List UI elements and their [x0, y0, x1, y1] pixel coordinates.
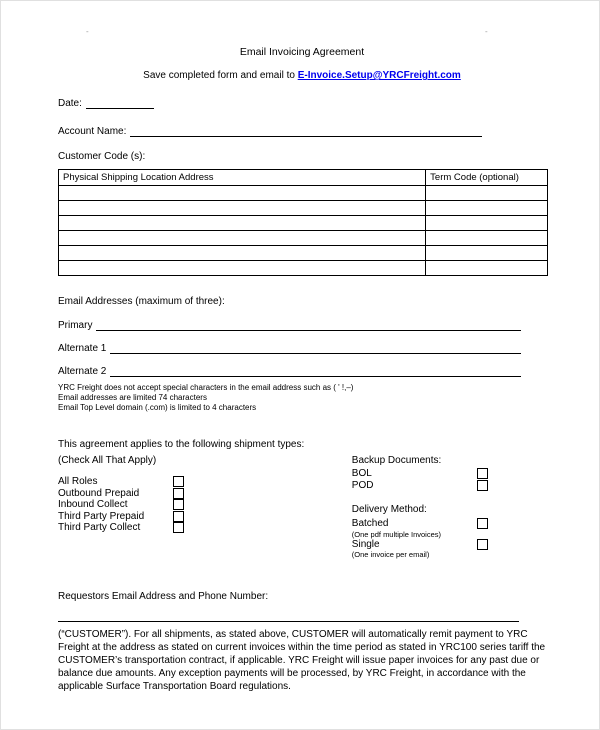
backup-delivery-column	[352, 455, 546, 559]
third-party-prepaid-checkbox[interactable]	[173, 511, 184, 522]
address-cell[interactable]	[59, 186, 426, 201]
alternate2-email-input-line[interactable]	[110, 365, 521, 377]
third-party-collect-checkbox[interactable]	[173, 522, 184, 533]
date-label: Date:	[58, 98, 82, 109]
table-row	[59, 186, 548, 201]
date-field-row	[58, 97, 546, 109]
term-code-cell[interactable]	[426, 261, 548, 276]
page-title: Email Invoicing Agreement	[239, 46, 365, 58]
batched-checkbox[interactable]	[477, 518, 488, 529]
option-label: Single	[351, 538, 380, 550]
address-cell[interactable]	[59, 261, 426, 276]
single-checkbox[interactable]	[477, 539, 488, 550]
option-bol	[352, 468, 488, 480]
bol-checkbox[interactable]	[477, 468, 488, 479]
primary-email-input-line[interactable]	[96, 319, 521, 331]
alternate2-email-row	[58, 365, 521, 377]
option-third-party-prepaid	[58, 511, 184, 523]
account-name-input-line[interactable]	[130, 125, 482, 137]
subtitle	[58, 70, 546, 81]
term-code-cell[interactable]	[426, 216, 548, 231]
table-row	[59, 216, 548, 231]
option-label: Third Party Prepaid	[58, 510, 145, 522]
outbound-prepaid-checkbox[interactable]	[173, 488, 184, 499]
option-label: All Roles	[58, 476, 98, 488]
alternate2-email-label: Alternate 2	[58, 366, 107, 377]
email-addresses-heading: Email Addresses (maximum of three):	[58, 296, 225, 307]
requestor-contact-input-line[interactable]	[58, 602, 519, 622]
shipping-location-table	[58, 169, 548, 276]
option-label: Outbound Prepaid	[58, 487, 140, 499]
checkbox-section	[58, 455, 546, 559]
batched-note: (One pdf multiple Invoices)	[351, 529, 442, 539]
shipment-types-heading: This agreement applies to the following shipment types:	[58, 439, 305, 450]
table-row	[59, 246, 548, 261]
email-rules-notes	[58, 383, 546, 413]
scan-artifact-mark: -	[485, 27, 488, 36]
table-header-row	[59, 170, 548, 186]
table-row	[59, 261, 548, 276]
date-input-line[interactable]	[86, 97, 154, 109]
term-code-cell[interactable]	[426, 231, 548, 246]
option-label: Third Party Collect	[58, 522, 141, 534]
option-label: Batched	[351, 518, 389, 530]
email-rule-note: Email addresses are limited 74 characters	[58, 393, 207, 402]
option-all-roles	[58, 476, 184, 488]
option-pod	[352, 480, 488, 492]
delivery-method-heading: Delivery Method:	[351, 504, 427, 515]
account-name-field-row	[58, 125, 546, 137]
requestor-contact-label: Requestors Email Address and Phone Number:	[58, 591, 269, 602]
email-rule-note: YRC Freight does not accept special characters in the email address such as ( ' !,–)	[58, 383, 354, 392]
option-label: POD	[351, 479, 374, 491]
address-cell[interactable]	[59, 216, 426, 231]
address-cell[interactable]	[59, 231, 426, 246]
option-third-party-collect	[58, 522, 184, 534]
inbound-collect-checkbox[interactable]	[173, 499, 184, 510]
email-rule-note: Email Top Level domain (.com) is limited to 4 characters	[58, 403, 257, 412]
option-label: Inbound Collect	[58, 499, 128, 511]
option-batched	[352, 518, 488, 530]
account-name-label: Account Name:	[58, 126, 127, 137]
subtitle-text: Save completed form and email to	[143, 70, 298, 81]
backup-documents-heading: Backup Documents:	[351, 455, 442, 466]
legal-paragraph: (“CUSTOMER”). For all shipments, as stated above, CUSTOMER will automatically remit payment to YRC Freight at the address as stated on current invoices within the time period as stated in YRC100 series tariff the CUSTOMER’s transportation contract, if applicable. YRC Freight will issue paper invoices for any past due or balance due amounts. Any exception payments will be processed, by YRC Freight, in accordance with the applicable Surface Transportation Board regulations.	[58, 629, 546, 692]
table-row	[59, 201, 548, 216]
all-roles-checkbox[interactable]	[173, 476, 184, 487]
alternate1-email-input-line[interactable]	[110, 342, 521, 354]
address-cell[interactable]	[59, 246, 426, 261]
option-label: BOL	[351, 468, 372, 480]
option-outbound-prepaid	[58, 488, 184, 500]
term-code-cell[interactable]	[426, 201, 548, 216]
customer-code-label: Customer Code (s):	[58, 151, 146, 162]
table-row	[59, 231, 548, 246]
option-inbound-collect	[58, 499, 184, 511]
alternate1-email-row	[58, 342, 521, 354]
table-header-term-code: Term Code (optional)	[426, 170, 548, 186]
term-code-cell[interactable]	[426, 246, 548, 261]
check-all-note: (Check All That Apply)	[58, 455, 157, 466]
primary-email-row	[58, 319, 521, 331]
table-header-address: Physical Shipping Location Address	[59, 170, 426, 186]
single-note: (One invoice per email)	[351, 550, 430, 559]
option-single	[352, 539, 488, 551]
alternate1-email-label: Alternate 1	[58, 343, 107, 354]
scan-artifact-mark: -	[86, 27, 89, 36]
term-code-cell[interactable]	[426, 186, 548, 201]
shipment-roles-column	[58, 455, 352, 559]
address-cell[interactable]	[59, 201, 426, 216]
primary-email-label: Primary	[58, 320, 93, 331]
setup-email-link[interactable]: E-Invoice.Setup@YRCFreight.com	[297, 70, 461, 81]
pod-checkbox[interactable]	[477, 480, 488, 491]
